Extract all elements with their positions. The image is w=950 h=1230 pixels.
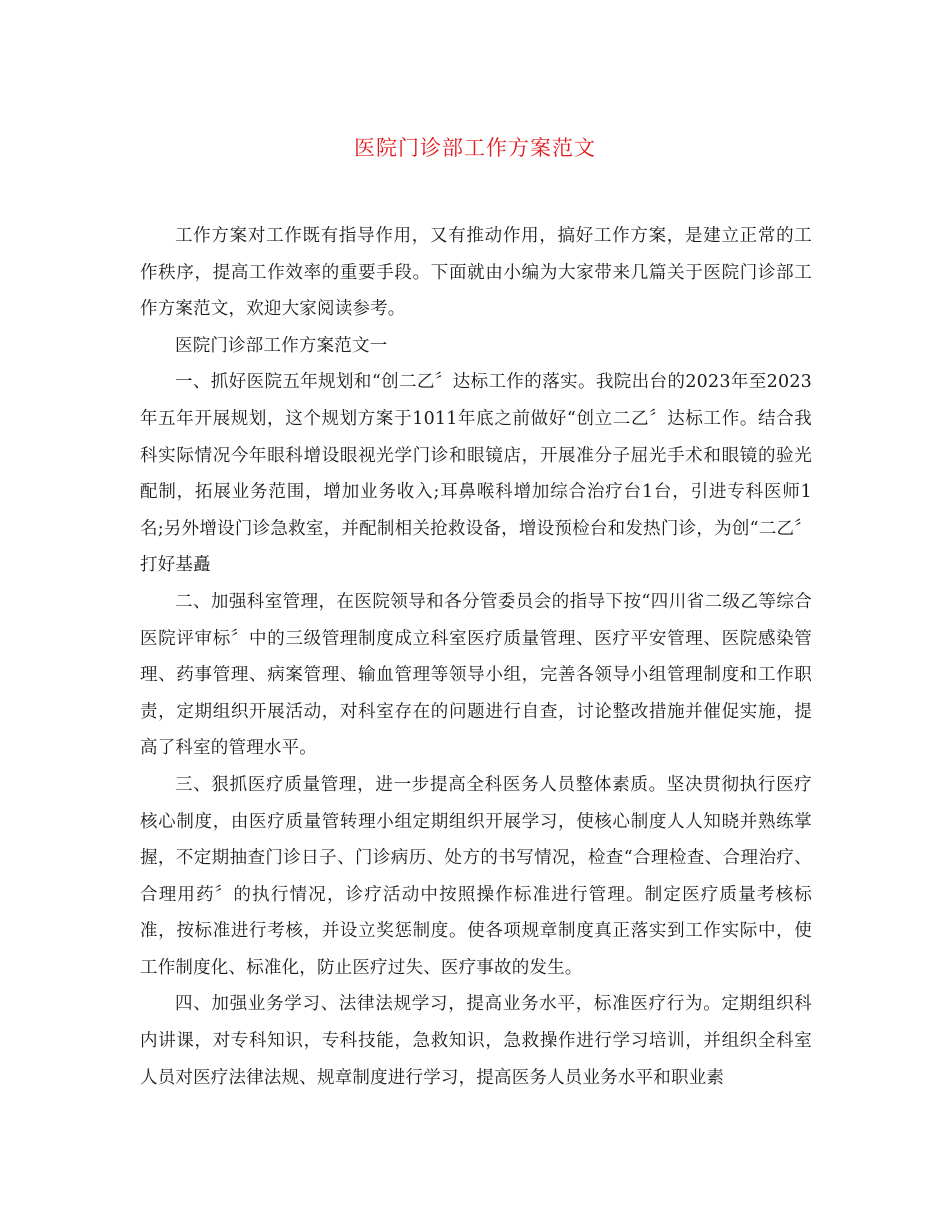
document-title: 医院门诊部工作方案范文	[354, 136, 596, 160]
paragraph-item-3: 三、狠抓医疗质量管理，进一步提高全科医务人员整体素质。坚决贯彻执行医疗核心制度，由医疗质量管转理小组定期组织开展学习，使核心制度人人知晓并熟练掌握，不定期抽查门诊日子、门诊病历、处方的书写情况，检查“合理检查、合理治疗、合理用药〞的执行情况，诊疗活动中按照操作标准进行管理。制定医疗质量考核标准，按标准进行考核，并设立奖惩制度。使各项规章制度真正落实到工作实际中，使工作制度化、标准化，防止医疗过失、医疗事故的发生。	[140, 774, 812, 978]
intro-paragraph: 工作方案对工作既有指导作用，又有推动作用，搞好工作方案，是建立正常的工作秩序，提高工作效率的重要手段。下面就由小编为大家带来几篇关于医院门诊部工作方案范文，欢迎大家阅读参考。	[140, 226, 812, 320]
paragraph-item-4: 四、加强业务学习、法律法规学习，提高业务水平，标准医疗行为。定期组织科内讲课，对专科知识，专科技能，急救知识，急救操作进行学习培训，并组织全科室人员对医疗法律法规、规章制度进行学习，提高医务人员业务水平和职业素	[140, 994, 812, 1088]
section-heading: 医院门诊部工作方案范文一	[175, 335, 388, 356]
paragraph-item-2: 二、加强科室管理，在医院领导和各分管委员会的指导下按“四川省二级乙等综合医院评审标〞中的三级管理制度成立科室医疗质量管理、医疗平安管理、医院感染管理、药事管理、病案管理、输血管理等领导小组，完善各领导小组管理制度和工作职责，定期组织开展活动，对科室存在的问题进行自查，讨论整改措施并催促实施，提高了科室的管理水平。	[140, 591, 812, 759]
paragraph-item-1: 一、抓好医院五年规划和“创二乙〞达标工作的落实。我院出台的2023年至2023年五年开展规划，这个规划方案于1011年底之前做好“创立二乙〞达标工作。结合我科实际情况今年眼科增设眼视光学门诊和眼镜店，开展准分子屈光手术和眼镜的验光配制，拓展业务范围，增加业务收入;耳鼻喉科增加综合治疗台1台，引进专科医师1名;另外增设门诊急救室，并配制相关抢救设备，增设预检台和发热门诊，为创“二乙〞打好基矗	[140, 372, 812, 576]
document-body	[140, 218, 812, 1096]
